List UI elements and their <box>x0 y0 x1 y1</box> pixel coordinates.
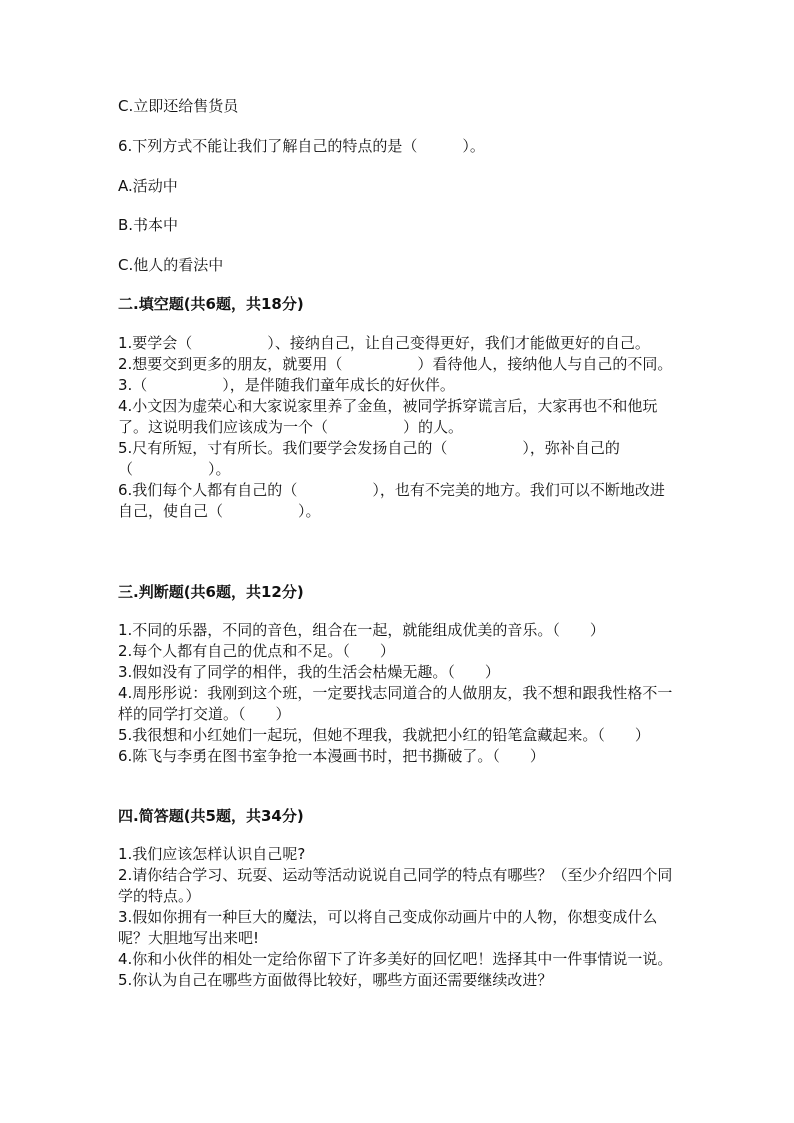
fill-blank-item: 6.我们每个人都有自己的（ ），也有不完美的地方。我们可以不断地改进自己，使自己（ ）。 <box>118 481 665 520</box>
short-answer-item: 1.我们应该怎样认识自己呢? <box>118 845 306 863</box>
fill-blank-item: 5.尺有所短，寸有所长。我们要学会发扬自己的（ ），弥补自己的（ ）。 <box>118 439 620 478</box>
true-false-item: 3.假如没有了同学的相伴，我的生活会枯燥无趣。（ ） <box>118 663 500 681</box>
fill-blank-item: 4.小文因为虚荣心和大家说家里养了金鱼，被同学拆穿谎言后，大家再也不和他玩了。这说明我们应该成为一个（ ）的人。 <box>118 397 658 436</box>
q6-option-b: B.书本中 <box>118 216 179 234</box>
true-false-item: 2.每个人都有自己的优点和不足。（ ） <box>118 642 395 660</box>
fill-blank-list <box>118 333 678 522</box>
short-answer-list <box>118 844 678 991</box>
fill-blank-item: 3.（ ），是伴随我们童年成长的好伙伴。 <box>118 376 455 394</box>
q5-option-c: C.立即还给售货员 <box>118 97 239 115</box>
q6-option-a: A.活动中 <box>118 177 178 195</box>
q6-stem: 6.下列方式不能让我们了解自己的特点的是（ ）。 <box>118 137 485 155</box>
true-false-list <box>118 620 678 767</box>
true-false-item: 4.周彤彤说：我刚到这个班，一定要找志同道合的人做朋友，我不想和跟我性格不一样的同学打交道。（ ） <box>118 684 673 723</box>
true-false-item: 1.不同的乐器，不同的音色，组合在一起，就能组成优美的音乐。（ ） <box>118 621 605 639</box>
short-answer-item: 2.请你结合学习、玩耍、运动等活动说说自己同学的特点有哪些？（至少介绍四个同学的特点。） <box>118 866 673 905</box>
short-answer-item: 4.你和小伙伴的相处一定给你留下了许多美好的回忆吧！选择其中一件事情说一说。 <box>118 950 673 968</box>
q6-option-c: C.他人的看法中 <box>118 256 224 274</box>
section-heading-true-false: 三.判断题(共6题，共12分) <box>118 583 304 601</box>
short-answer-item: 3.假如你拥有一种巨大的魔法，可以将自己变成你动画片中的人物，你想变成什么呢？大胆地写出来吧! <box>118 908 658 947</box>
true-false-item: 5.我很想和小红她们一起玩，但她不理我，我就把小红的铅笔盒藏起来。（ ） <box>118 726 650 744</box>
short-answer-item: 5.你认为自己在哪些方面做得比较好，哪些方面还需要继续改进？ <box>118 971 553 989</box>
section-heading-short-answer: 四.简答题(共5题，共34分) <box>118 807 304 825</box>
fill-blank-item: 2.想要交到更多的朋友，就要用（ ）看待他人，接纳他人与自己的不同。 <box>118 355 673 373</box>
section-heading-fill-blank: 二.填空题(共6题，共18分) <box>118 295 304 313</box>
true-false-item: 6.陈飞与李勇在图书室争抢一本漫画书时，把书撕破了。（ ） <box>118 747 545 765</box>
fill-blank-item: 1.要学会（ ）、接纳自己，让自己变得更好，我们才能做更好的自己。 <box>118 334 650 352</box>
